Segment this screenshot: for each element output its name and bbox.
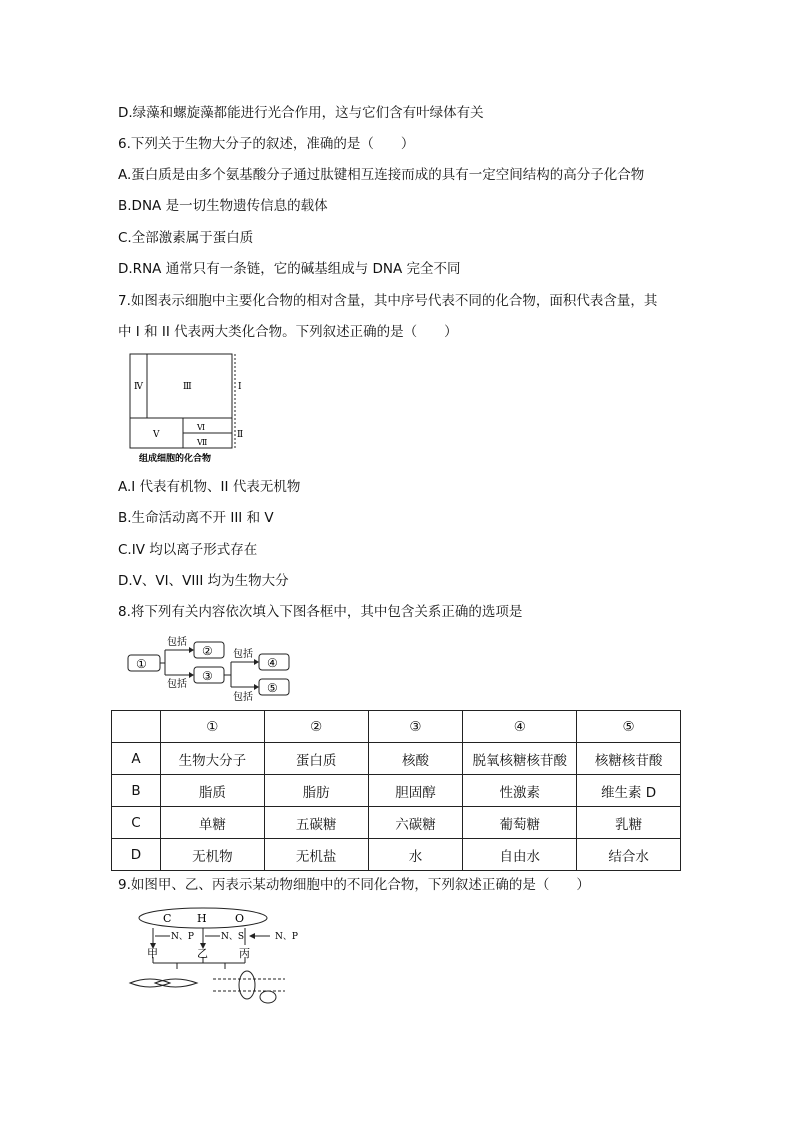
table-cell: 生物大分子 bbox=[160, 743, 264, 775]
element-h: H bbox=[197, 912, 207, 925]
table-cell: 核酸 bbox=[368, 743, 463, 775]
option-text: B.DNA 是一切生物遗传信息的载体 bbox=[118, 198, 328, 214]
table-header-cell: ④ bbox=[463, 711, 577, 743]
table-cell: A bbox=[112, 743, 161, 775]
table-cell: 脂肪 bbox=[264, 775, 368, 807]
question-9: 9.如图甲、乙、丙表示某动物细胞中的不同化合物，下列叙述正确的是（ ） bbox=[118, 877, 590, 893]
table-cell: 乳糖 bbox=[577, 807, 681, 839]
label-v: Ⅴ bbox=[153, 430, 160, 440]
table-cell: 无机物 bbox=[160, 839, 264, 871]
table-cell: C bbox=[112, 807, 161, 839]
table-row bbox=[112, 743, 681, 775]
element-np-1: N、P bbox=[171, 932, 194, 942]
label-i: Ⅰ bbox=[238, 382, 242, 392]
table-cell: 脱氧核糖核苷酸 bbox=[463, 743, 577, 775]
table-cell: 五碳糖 bbox=[264, 807, 368, 839]
option-text: C.全部激素属于蛋白质 bbox=[118, 230, 254, 246]
question-6: 6.下列关于生物大分子的叙述，准确的是（ ） bbox=[118, 136, 415, 152]
box-2: ② bbox=[202, 644, 213, 658]
table-cell: 自由水 bbox=[463, 839, 577, 871]
compound-element-figure bbox=[125, 905, 305, 1005]
option-text: B.生命活动离不开 III 和 V bbox=[118, 510, 274, 526]
include-label: 包括 bbox=[233, 649, 253, 660]
box-4: ④ bbox=[267, 656, 278, 670]
question-8: 8.将下列有关内容依次填入下图各框中，其中包含关系正确的选项是 bbox=[118, 604, 523, 620]
options-table bbox=[111, 710, 681, 871]
table-row bbox=[112, 807, 681, 839]
question-7-cont: 中 I 和 II 代表两大类化合物。下列叙述正确的是（ ） bbox=[118, 324, 458, 340]
include-label: 包括 bbox=[167, 637, 187, 648]
table-header-cell bbox=[112, 711, 161, 743]
table-row bbox=[112, 839, 681, 871]
label-vi: Ⅵ bbox=[197, 423, 206, 432]
compound-bing: 丙 bbox=[239, 947, 250, 960]
compound-jia: 甲 bbox=[147, 947, 158, 960]
table-header-cell: ⑤ bbox=[577, 711, 681, 743]
table-cell: 性激素 bbox=[463, 775, 577, 807]
table-cell: 水 bbox=[368, 839, 463, 871]
option-text: D.绿藻和螺旋藻都能进行光合作用，这与它们含有叶绿体有关 bbox=[118, 105, 484, 121]
table-cell: B bbox=[112, 775, 161, 807]
option-text: C.IV 均以离子形式存在 bbox=[118, 542, 258, 558]
option-text: A.蛋白质是由多个氨基酸分子通过肽键相互连接而成的具有一定空间结构的高分子化合物 bbox=[118, 167, 645, 183]
option-text: D.RNA 通常只有一条链，它的碱基组成与 DNA 完全不同 bbox=[118, 261, 461, 277]
table-cell: 胆固醇 bbox=[368, 775, 463, 807]
include-label: 包括 bbox=[233, 692, 253, 703]
element-np-2: N、P bbox=[275, 932, 298, 942]
include-label: 包括 bbox=[167, 679, 187, 690]
label-iv: Ⅳ bbox=[134, 382, 143, 392]
figure-caption: 组成细胞的化合物 bbox=[139, 454, 212, 464]
table-header-row bbox=[112, 711, 681, 743]
compound-area-figure bbox=[125, 352, 250, 467]
table-header-cell: ① bbox=[160, 711, 264, 743]
compound-yi: 乙 bbox=[197, 947, 208, 960]
table-cell: 无机盐 bbox=[264, 839, 368, 871]
table-cell: 核糖核苷酸 bbox=[577, 743, 681, 775]
question-7: 7.如图表示细胞中主要化合物的相对含量，其中序号代表不同的化合物，面积代表含量，其 bbox=[118, 293, 658, 309]
box-5: ⑤ bbox=[267, 681, 278, 695]
element-o: O bbox=[235, 912, 245, 925]
element-ns: N、S bbox=[221, 932, 245, 942]
table-cell: 单糖 bbox=[160, 807, 264, 839]
table-cell: 脂质 bbox=[160, 775, 264, 807]
label-vii: Ⅶ bbox=[197, 438, 208, 447]
table-cell: 蛋白质 bbox=[264, 743, 368, 775]
label-ii: Ⅱ bbox=[237, 430, 244, 440]
table-cell: D bbox=[112, 839, 161, 871]
box-3: ③ bbox=[202, 669, 213, 683]
element-c: C bbox=[163, 912, 172, 925]
label-iii: Ⅲ bbox=[183, 382, 192, 392]
table-header-cell: ③ bbox=[368, 711, 463, 743]
table-cell: 结合水 bbox=[577, 839, 681, 871]
table-cell: 六碳糖 bbox=[368, 807, 463, 839]
box-1: ① bbox=[136, 657, 147, 671]
table-cell: 葡萄糖 bbox=[463, 807, 577, 839]
option-text: A.I 代表有机物、II 代表无机物 bbox=[118, 479, 301, 495]
table-header-cell: ② bbox=[264, 711, 368, 743]
table-cell: 维生素 D bbox=[577, 775, 681, 807]
table-row bbox=[112, 775, 681, 807]
option-text: D.V、VI、VIII 均为生物大分 bbox=[118, 573, 289, 589]
inclusion-diagram bbox=[125, 633, 295, 703]
